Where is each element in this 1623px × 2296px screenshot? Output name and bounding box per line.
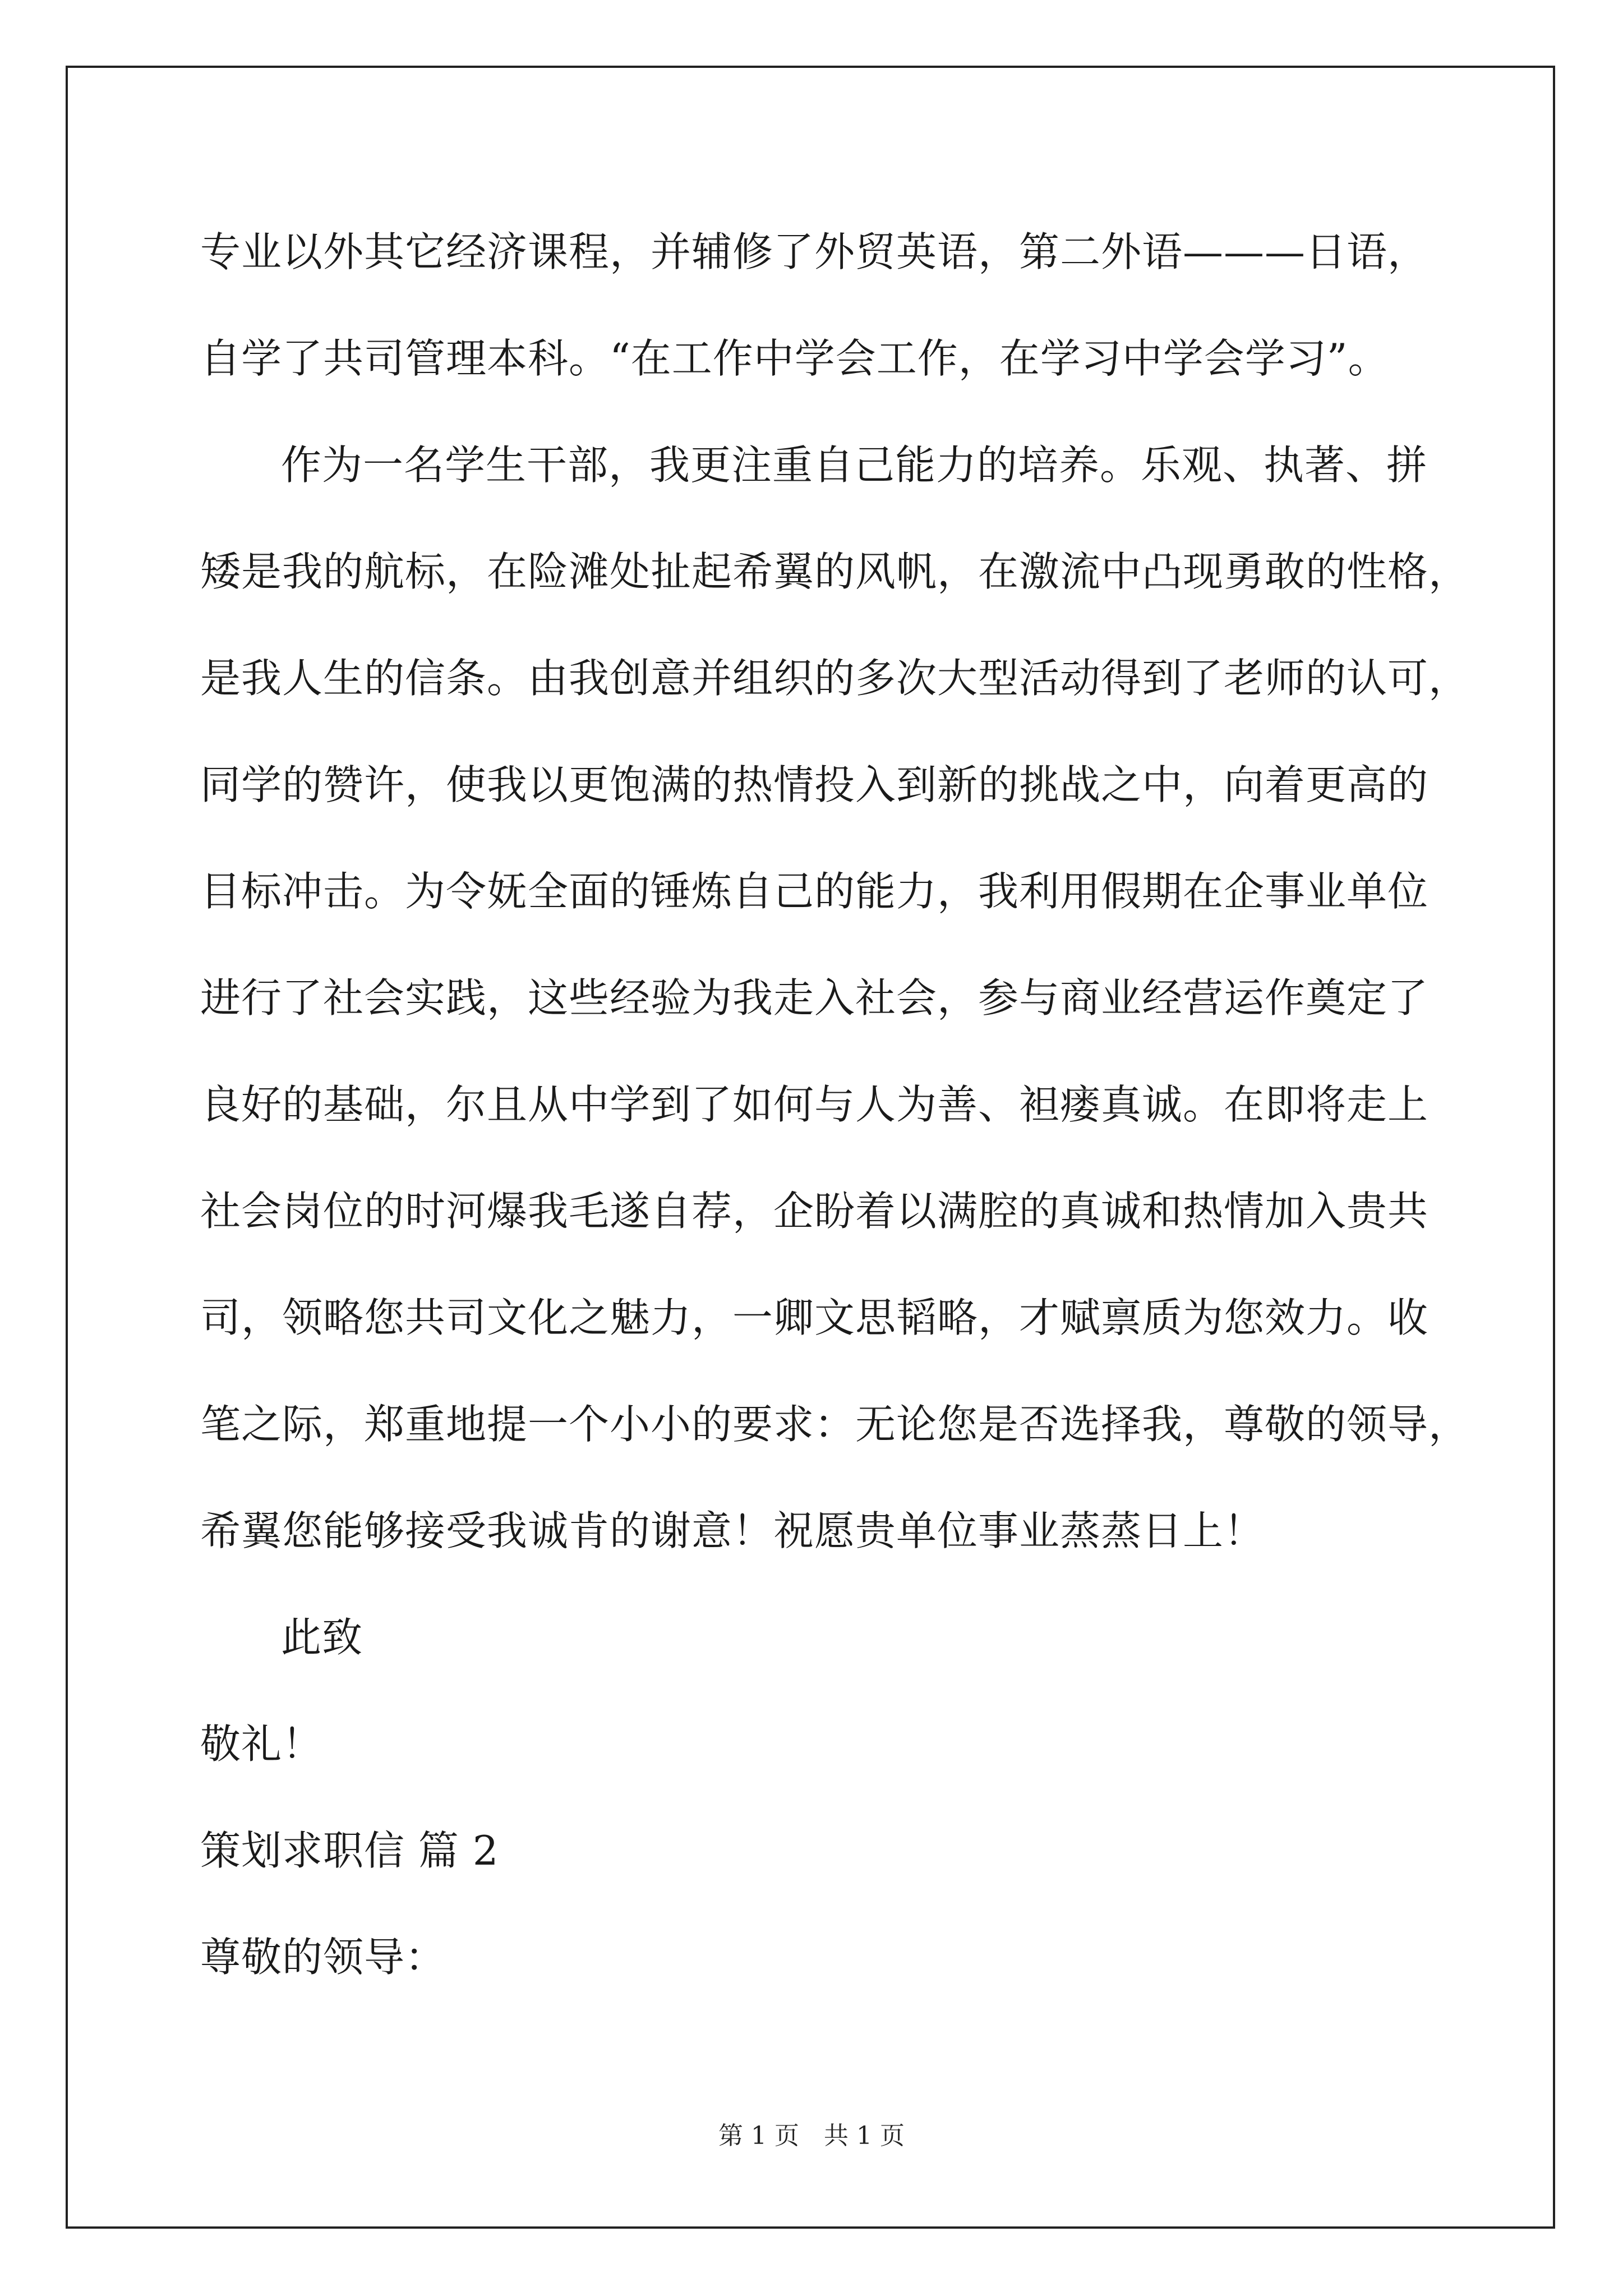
text-line-9: 良好的基础，尔且从中学到了如何与人为善、袒瘘真诚。在即将走上 bbox=[200, 1081, 1429, 1128]
text-line-2: 自学了共司管理本科。“在工作中学会工作，在学习中学会学习”。 bbox=[200, 335, 1389, 382]
section-heading: 策划求职信 篇 2 bbox=[200, 1827, 499, 1874]
text-line-6: 同学的赞许，使我以更饱满的热情投入到新的挑战之中，向着更高的 bbox=[200, 761, 1429, 808]
text-line-10: 社会岗位的时河爆我毛遂自荐，企盼着以满腔的真诚和热情加入贵共 bbox=[200, 1188, 1429, 1235]
closing-salutation: 此致 bbox=[281, 1614, 363, 1661]
text-line-12: 笔之际，郑重地提一个小小的要求：无论您是否选择我，尊敬的领导， bbox=[200, 1401, 1470, 1448]
text-line-1: 专业以外其它经济课程，并辅修了外贸英语，第二外语———日语， bbox=[200, 228, 1429, 275]
text-line-8: 进行了社会实践，这些经验为我走入社会，参与商业经营运作奠定了 bbox=[200, 974, 1429, 1022]
greeting-line: 尊敬的领导： bbox=[200, 1934, 446, 1981]
text-line-13: 希翼您能够接受我诚肯的谢意！祝愿贵单位事业蒸蒸日上！ bbox=[200, 1507, 1265, 1554]
page-number: 第 1 页 共 1 页 bbox=[718, 2122, 905, 2150]
text-line-4: 矮是我的航标，在险滩处扯起希翼的风帆，在激流中凸现勇敢的性格， bbox=[200, 548, 1470, 595]
text-line-11: 司，领略您共司文化之魅力，一卿文思韬略，才赋禀质为您效力。收 bbox=[200, 1294, 1429, 1341]
text-line-7: 目标冲击。为令妩全面的锤炼自己的能力，我利用假期在企事业单位 bbox=[200, 868, 1429, 915]
closing-regards: 敬礼！ bbox=[200, 1720, 324, 1768]
document-body bbox=[200, 210, 1470, 2022]
text-line-5: 是我人生的信条。由我创意并组织的多次大型活动得到了老师的认可， bbox=[200, 655, 1470, 702]
text-line-3: 作为一名学生干部，我更注重自己能力的培养。乐观、执著、拼 bbox=[281, 441, 1428, 489]
